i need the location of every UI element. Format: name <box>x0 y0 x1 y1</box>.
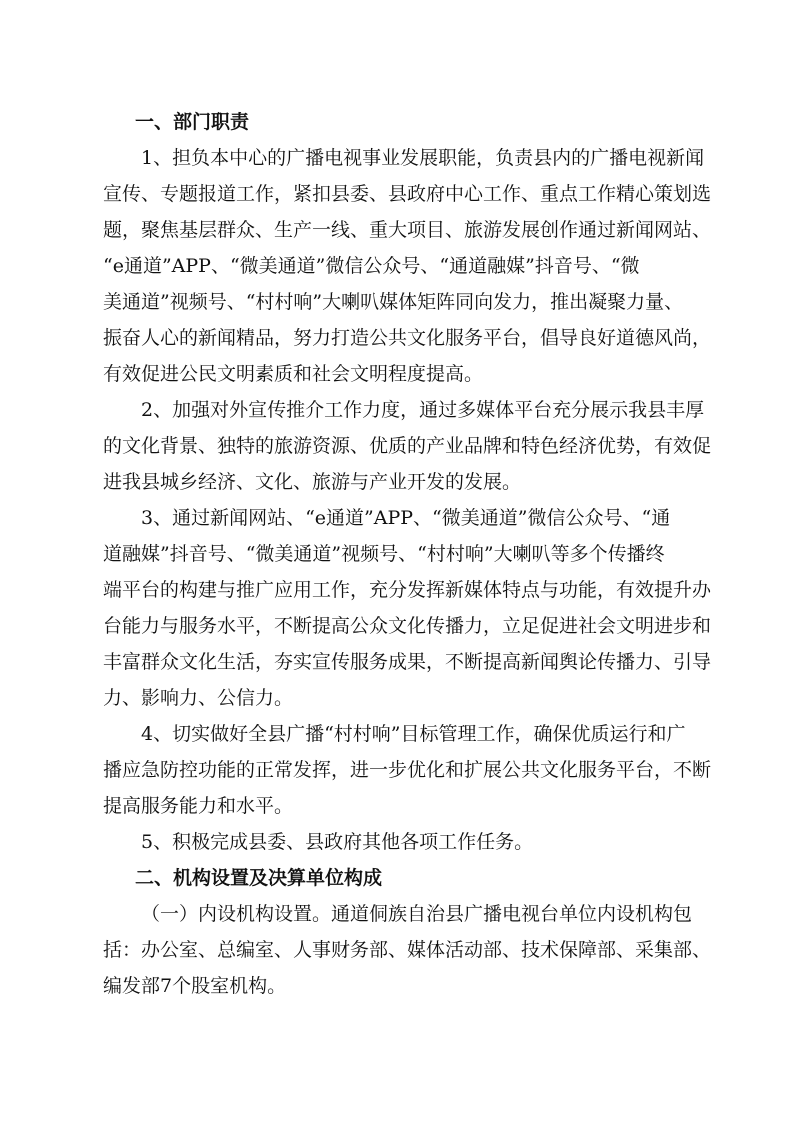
paragraph-line: 括：办公室、总编室、人事财务部、媒体活动部、技术保障部、采集部、 <box>103 939 712 961</box>
paragraph-line: 的文化背景、独特的旅游资源、优质的产业品牌和特色经济优势，有效促 <box>103 435 712 457</box>
paragraph-line: 提高服务能力和水平。 <box>103 795 294 817</box>
paragraph-line: 台能力与服务水平，不断提高公众文化传播力，立足促进社会文明进步和 <box>103 615 712 637</box>
paragraph-line: 宣传、专题报道工作，紧扣县委、县政府中心工作、重点工作精心策划选 <box>103 183 712 205</box>
paragraph-line: 题，聚焦基层群众、生产一线、重大项目、旅游发展创作通过新闻网站、 <box>103 219 712 241</box>
paragraph-line: （一）内设机构设置。通道侗族自治县广播电视台单位内设机构包 <box>141 903 693 925</box>
paragraph-line: 端平台的构建与推广应用工作，充分发挥新媒体特点与功能，有效提升办 <box>103 579 712 601</box>
paragraph-line: 美通道”视频号、“村村响”大喇叭媒体矩阵同向发力，推出凝聚力量、 <box>103 291 684 313</box>
paragraph-line: 有效促进公民文明素质和社会文明程度提高。 <box>103 363 484 385</box>
paragraph-line: 丰富群众文化生活，夯实宣传服务成果，不断提高新闻舆论传播力、引导 <box>103 651 712 673</box>
paragraph-line: 振奋人心的新闻精品，努力打造公共文化服务平台，倡导良好道德风尚， <box>103 327 712 349</box>
section-heading-structure: 二、机构设置及决算单位构成 <box>135 867 383 889</box>
paragraph-line: “e通道”APP、“微美通道”微信公众号、“通道融媒”抖音号、“微 <box>103 255 640 277</box>
paragraph-line: 编发部7个股室机构。 <box>103 975 287 997</box>
paragraph-line: 4、切实做好全县广播“村村响”目标管理工作，确保优质运行和广 <box>141 723 686 745</box>
paragraph-line: 2、加强对外宣传推介工作力度，通过多媒体平台充分展示我县丰厚 <box>141 399 705 421</box>
paragraph-line: 道融媒”抖音号、“微美通道”视频号、“村村响”大喇叭等多个传播终 <box>103 543 665 565</box>
paragraph-line: 力、影响力、公信力。 <box>103 687 294 709</box>
paragraph-line: 3、通过新闻网站、“e通道”APP、“微美通道”微信公众号、“通 <box>141 507 671 529</box>
paragraph-line: 1、担负本中心的广播电视事业发展职能，负责县内的广播电视新闻 <box>141 147 705 169</box>
paragraph-line: 播应急防控功能的正常发挥，进一步优化和扩展公共文化服务平台，不断 <box>103 759 712 781</box>
paragraph-line: 5、积极完成县委、县政府其他各项工作任务。 <box>141 831 534 853</box>
section-heading-duties: 一、部门职责 <box>135 111 250 133</box>
paragraph-line: 进我县城乡经济、文化、旅游与产业开发的发展。 <box>103 471 522 493</box>
